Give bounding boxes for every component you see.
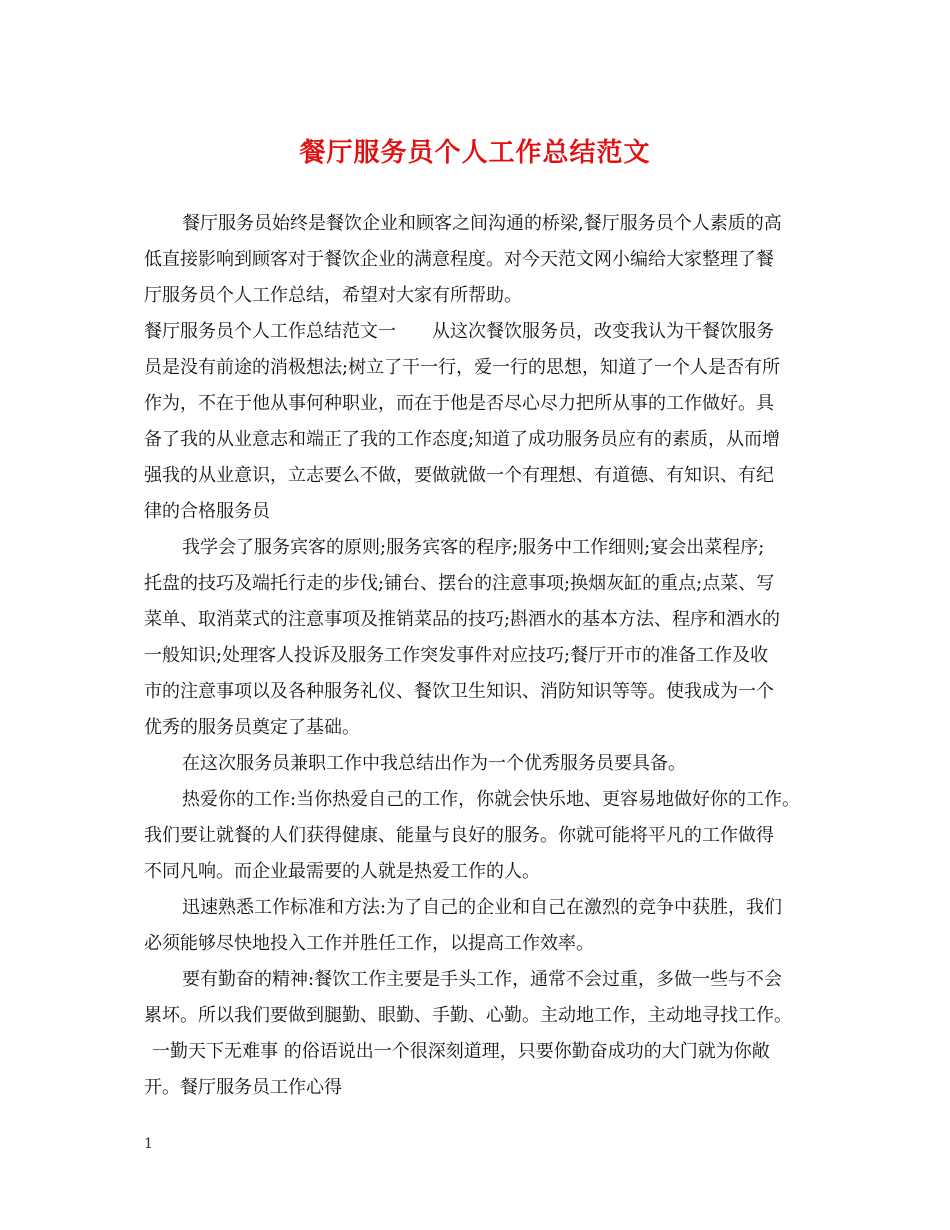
text-line: 菜单、取消菜式的注意事项及推销菜品的技巧;斟酒水的基本方法、程序和酒水的 <box>144 609 781 630</box>
text-line: 要有勤奋的精神:餐饮工作主要是手头工作，通常不会过重，多做一些与不会 <box>182 969 783 990</box>
text-line: 餐厅服务员个人工作总结范文一 从这次餐饮服务员，改变我认为干餐饮服务 <box>144 321 774 342</box>
text-line: 强我的从业意识，立志要么不做，要做就做一个有理想、有道德、有知识、有纪 <box>144 465 774 486</box>
text-line: 一般知识;处理客人投诉及服务工作突发事件对应技巧;餐厅开市的准备工作及收 <box>144 645 769 666</box>
text-line: 开。餐厅服务员工作心得 <box>144 1077 342 1098</box>
text-line: 迅速熟悉工作标准和方法:为了自己的企业和自己在激烈的竞争中获胜，我们 <box>182 897 783 918</box>
text-line: 低直接影响到顾客对于餐饮企业的满意程度。对今天范文网小编给大家整理了餐 <box>144 249 774 270</box>
text-line: 优秀的服务员奠定了基础。 <box>144 717 360 738</box>
text-line: 在这次服务员兼职工作中我总结出作为一个优秀服务员要具备。 <box>182 753 686 774</box>
text-line: 备了我的从业意志和端正了我的工作态度;知道了成功服务员应有的素质，从而增 <box>144 429 781 450</box>
text-line: 员是没有前途的消极想法;树立了干一行，爱一行的思想，知道了一个人是否有所 <box>144 357 781 378</box>
page-number: 1 <box>144 1136 153 1152</box>
text-line: 累坏。所以我们要做到腿勤、眼勤、手勤、心勤。主动地工作，主动地寻找工作。 <box>144 1005 792 1026</box>
text-line: 市的注意事项以及各种服务礼仪、餐饮卫生知识、消防知识等等。使我成为一个 <box>144 681 774 702</box>
text-line: 必须能够尽快地投入工作并胜任工作，以提高工作效率。 <box>144 933 594 954</box>
text-line: 作为，不在于他从事何种职业，而在于他是否尽心尽力把所从事的工作做好。具 <box>144 393 774 414</box>
text-line: 我们要让就餐的人们获得健康、能量与良好的服务。你就可能将平凡的工作做得 <box>144 825 774 846</box>
text-line: 餐厅服务员始终是餐饮企业和顾客之间沟通的桥梁,餐厅服务员个人素质的高 <box>182 213 782 234</box>
document-body <box>144 206 824 1106</box>
document-title: 餐厅服务员个人工作总结范文 <box>299 138 651 168</box>
text-line: 托盘的技巧及端托行走的步伐;铺台、摆台的注意事项;换烟灰缸的重点;点菜、写 <box>144 573 775 594</box>
text-line: 一勤天下无难事 的俗语说出一个很深刻道理，只要你勤奋成功的大门就为你敞 <box>152 1041 770 1062</box>
text-line: 热爱你的工作:当你热爱自己的工作，你就会快乐地、更容易地做好你的工作。 <box>182 789 801 810</box>
text-line: 我学会了服务宾客的原则;服务宾客的程序;服务中工作细则;宴会出菜程序; <box>182 537 765 558</box>
text-line: 不同凡响。而企业最需要的人就是热爱工作的人。 <box>144 861 540 882</box>
text-line: 厅服务员个人工作总结，希望对大家有所帮助。 <box>144 285 522 306</box>
text-line: 律的合格服务员 <box>144 501 270 522</box>
